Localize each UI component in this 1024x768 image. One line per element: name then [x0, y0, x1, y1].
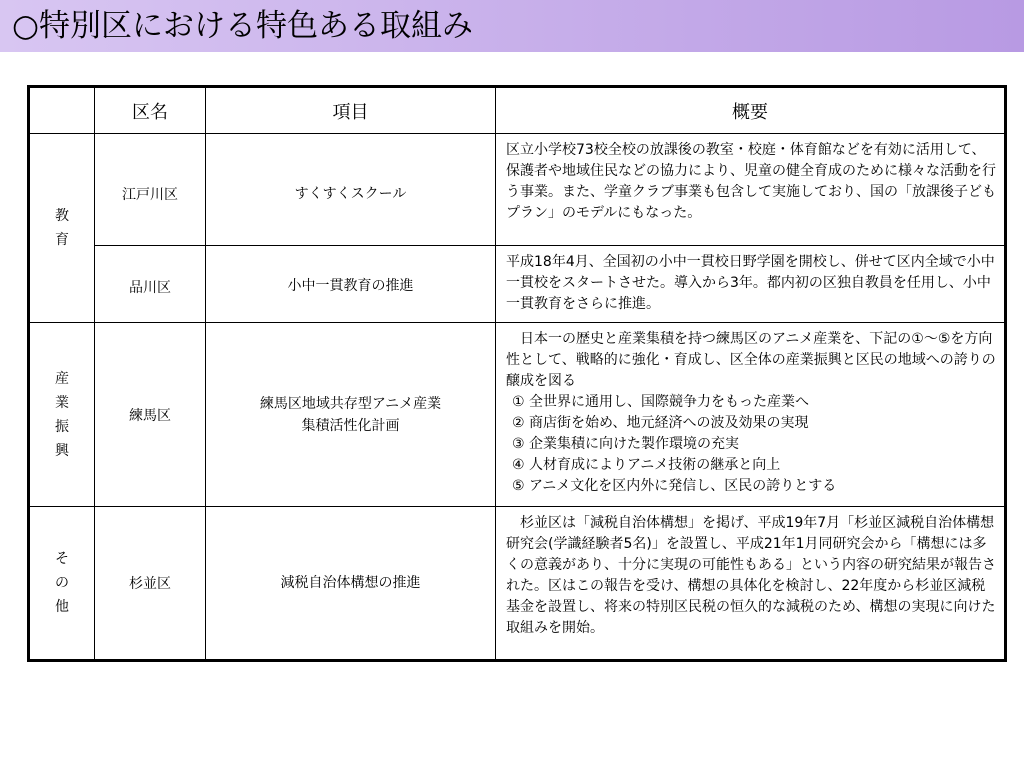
summary-list-item: ④ 人材育成によりアニメ技術の継承と向上 [512, 457, 781, 473]
table-row [29, 323, 1006, 507]
summary-cell: 平成18年4月、全国初の小中一貫校日野学園を開校し、併せて区内全域で小中一貫校をスタートさせた。導入から3年。都内初の区独自教員を任用し、小中一貫教育をさらに推進。 [496, 246, 1006, 323]
table-row [29, 246, 1006, 323]
item-cell: 小中一貫教育の推進 [206, 246, 496, 323]
initiatives-table [27, 85, 1007, 662]
item-line: 集積活性化計画 [301, 417, 400, 434]
ward-cell: 練馬区 [95, 323, 206, 507]
category-education: 教 育 [29, 134, 95, 323]
header-item: 項目 [206, 87, 496, 134]
summary-intro: 日本一の歴史と産業集積を持つ練馬区のアニメ産業を、下記の①～⑤を方向性として、戦略的に強化・育成し、区全体の産業振興と区民の地域への誇りの醸成を図る [506, 331, 996, 389]
summary-list-item: ② 商店街を始め、地元経済への波及効果の実現 [512, 415, 809, 431]
summary-cell: 区立小学校73校全校の放課後の教室・校庭・体育館などを有効に活用して、保護者や地域住民などの協力により、児童の健全育成のために様々な活動を行う事業。また、学童クラブ事業も包含して実施しており、国の「放課後子どもプラン」のモデルにもなった。 [496, 134, 1006, 246]
item-cell: 減税自治体構想の推進 [206, 507, 496, 661]
ward-cell: 品川区 [95, 246, 206, 323]
category-other: そ の 他 [29, 507, 95, 661]
table-header-row [29, 87, 1006, 134]
header-summary: 概要 [496, 87, 1006, 134]
ward-cell: 江戸川区 [95, 134, 206, 246]
table-row [29, 134, 1006, 246]
category-industry: 産 業 振 興 [29, 323, 95, 507]
summary-cell: 杉並区は「減税自治体構想」を掲げ、平成19年7月「杉並区減税自治体構想研究会(学識経験者5名)」を設置し、平成21年1月同研究会から「構想には多くの意義があり、十分に実現の可能性もある」という内容の研究結果が報告された。区はこの報告を受け、構想の具体化を検討し、22年度から杉並区減税基金を設置し、将来の特別区民税の恒久的な減税のため、構想の実現に向けた取組みを開始。 [496, 507, 1006, 661]
slide-title: ○特別区における特色ある取組み [12, 8, 474, 44]
header-ward: 区名 [95, 87, 206, 134]
table-row [29, 507, 1006, 661]
ward-cell: 杉並区 [95, 507, 206, 661]
summary-list-item: ③ 企業集積に向けた製作環境の充実 [512, 436, 740, 452]
item-line: 練馬区地域共存型アニメ産業 [259, 395, 442, 412]
item-cell: すくすくスクール [206, 134, 496, 246]
summary-cell [496, 323, 1006, 507]
title-bar [0, 0, 1024, 52]
summary-list-item: ① 全世界に通用し、国際競争力をもった産業へ [512, 394, 809, 410]
summary-list-item: ⑤ アニメ文化を区内外に発信し、区民の誇りとする [512, 478, 837, 494]
item-cell [206, 323, 496, 507]
header-blank [29, 87, 95, 134]
